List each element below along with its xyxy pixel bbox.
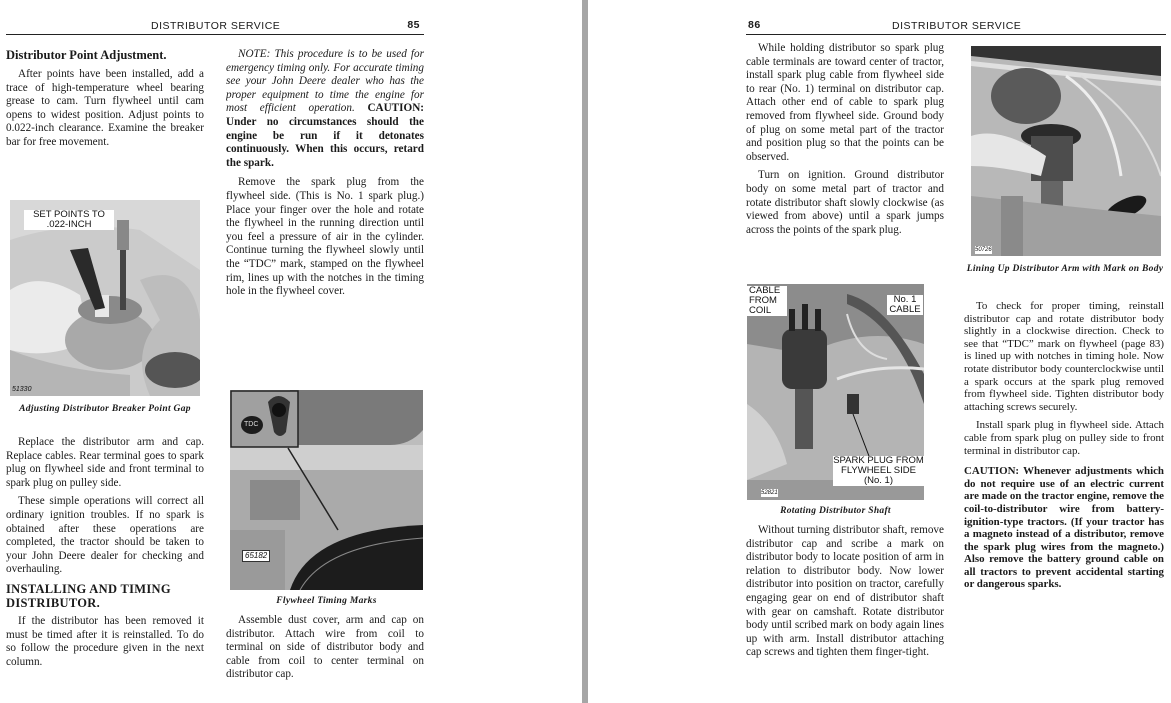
tdc-mark: TDC <box>244 421 259 428</box>
running-head-left <box>6 18 424 35</box>
callout-cable-from-coil: CABLE FROM COIL <box>747 286 787 316</box>
paragraph: Remove the spark plug from the flywheel side. (This is No. 1 spark plug.) Place your finger over the hole and rotate the flywheel in the running direction until you feel a pressure of air in the cylinder. Continue turning the flywheel slowly until the “TDC” mark, stamped on the flywheel rim, lines up with the notches in the timing hole in the flywheel cover. <box>226 176 424 298</box>
callout-no1-cable: No. 1 CABLE <box>887 295 923 315</box>
negative-number: 65182 <box>242 550 270 562</box>
caution-note: CAUTION: Whenever adjustments which do not require use of an electric current are made on the tractor engine, remove the coil-to-distributor wire from battery-ignition-type tractors. (If your tractor has a magneto instead of a distributor, remove the spark plug wires from the magneto.) Also remove the battery ground cable on all tractors to prevent accidental starting or dangerous sparks. <box>964 465 1164 591</box>
paragraph: Install spark plug in flywheel side. Attach cable from spark plug on pulley side to front terminal in distributor cap. <box>964 419 1164 457</box>
negative-number: 52821 <box>761 490 778 496</box>
paragraph: If the distributor has been removed it must be timed after it is reinstalled. To do so follow the procedure given in the next column. <box>6 614 204 668</box>
paragraph: Turn on ignition. Ground distributor body on some metal part of tractor and rotate distributor shaft slowly clockwise (as viewed from above) until a spark jumps across the points of the spark plug. <box>746 169 944 236</box>
paragraph: After points have been installed, add a trace of high-temperature wheel bearing grease to cam. Turn flywheel until cam opens to widest position. Adjust points to 0.022-inch clearance. Examine the breaker bar for free movement. <box>6 68 204 148</box>
left-page <box>0 0 580 703</box>
running-head-right <box>746 18 1166 35</box>
right-column-2 <box>964 300 1164 702</box>
section-heading: INSTALLING AND TIMING DISTRIBUTOR. <box>6 581 171 610</box>
page-number: 86 <box>748 19 761 31</box>
left-column-1 <box>6 48 204 194</box>
callout-spark-plug: SPARK PLUG FROM FLYWHEEL SIDE (No. 1) <box>833 455 924 486</box>
negative-number: 51330 <box>12 386 32 393</box>
paragraph: Without turning distributor shaft, remove distributor cap and scribe a mark on distributor body to locate position of arm in relation to distributor body. Now lower distributor into position on tractor, carefully engaging gear on end of distributor shaft with gear on camshaft. Rotate distributor body until scribed mark on body again lines up with arm. Install distributor attaching cap screws and tighten them finger-tight. <box>746 524 944 659</box>
callout-set-points: SET POINTS TO .022-INCH <box>24 210 114 230</box>
section-heading: Distributor Point Adjustment. <box>6 48 167 62</box>
paragraph: Replace the distributor arm and cap. Replace cables. Rear terminal goes to spark plug on flywheel side and front terminal to spark plug on pulley side. <box>6 436 204 489</box>
figure-caption: Flywheel Timing Marks <box>276 596 377 606</box>
left-column-2-continued <box>226 614 424 702</box>
left-column-2 <box>226 48 424 384</box>
paragraph: While holding distributor so spark plug cable terminals are toward center of tractor, install spark plug cable from flywheel side to rear (No. 1) terminal on distributor cap. Attach other end of cable to spark plug removed from flywheel side. Ground body of plug on some metal part of the tractor and position plug so that the points can be observed. <box>746 42 944 163</box>
figure-caption: Lining Up Distributor Arm with Mark on Body <box>966 264 1164 274</box>
page-number: 85 <box>407 19 420 31</box>
right-page <box>595 0 1171 703</box>
photo-rotating-distributor-shaft <box>747 284 924 500</box>
caution-text: CAUTION: Under no circumstances should the engine be run if it detonates continuously. When this occurs, retard the spark. <box>226 102 424 169</box>
figure-caption: Adjusting Distributor Breaker Point Gap <box>19 404 191 414</box>
note-text: NOTE: This procedure is to be used for emergency timing only. For accurate timing see your John Deere dealer who has the proper equipment to time the engine for most efficient operation. <box>226 48 424 115</box>
paragraph: To check for proper timing, reinstall distributor cap and rotate distributor body slightly in a clockwise direction. Check to see that “TDC” mark on flywheel (page 83) is lined up with notches in timing hole. Now rotate distributor body counterclockwise until a spark occurs at the spark plug removed from flywheel side. Tighten distributor body attaching screws securely. <box>964 300 1164 413</box>
left-column-1-continued <box>6 436 204 702</box>
figure-caption: Rotating Distributor Shaft <box>780 506 891 516</box>
running-head-title: DISTRIBUTOR SERVICE <box>151 20 281 32</box>
page-gutter <box>580 0 595 703</box>
running-head-title: DISTRIBUTOR SERVICE <box>892 20 1022 32</box>
photo-lining-up-distributor-arm <box>971 46 1161 256</box>
right-column-1 <box>746 42 944 280</box>
negative-number: 50726 <box>975 247 992 253</box>
gutter-bar <box>582 0 588 703</box>
photo-illustration <box>971 46 1161 256</box>
right-column-1-continued <box>746 524 944 702</box>
photo-flywheel-timing-marks <box>230 390 423 590</box>
paragraph: These simple operations will correct all ordinary ignition troubles. If no spark is obtained after these operations are completed, the tractor should be taken to your John Deere dealer for checking and overhauling. <box>6 495 204 576</box>
photo-adjusting-breaker-points <box>10 200 200 396</box>
paragraph: Assemble dust cover, arm and cap on distributor. Attach wire from coil to terminal on side of distributor body and cable from coil to center terminal on distributor cap. <box>226 614 424 681</box>
